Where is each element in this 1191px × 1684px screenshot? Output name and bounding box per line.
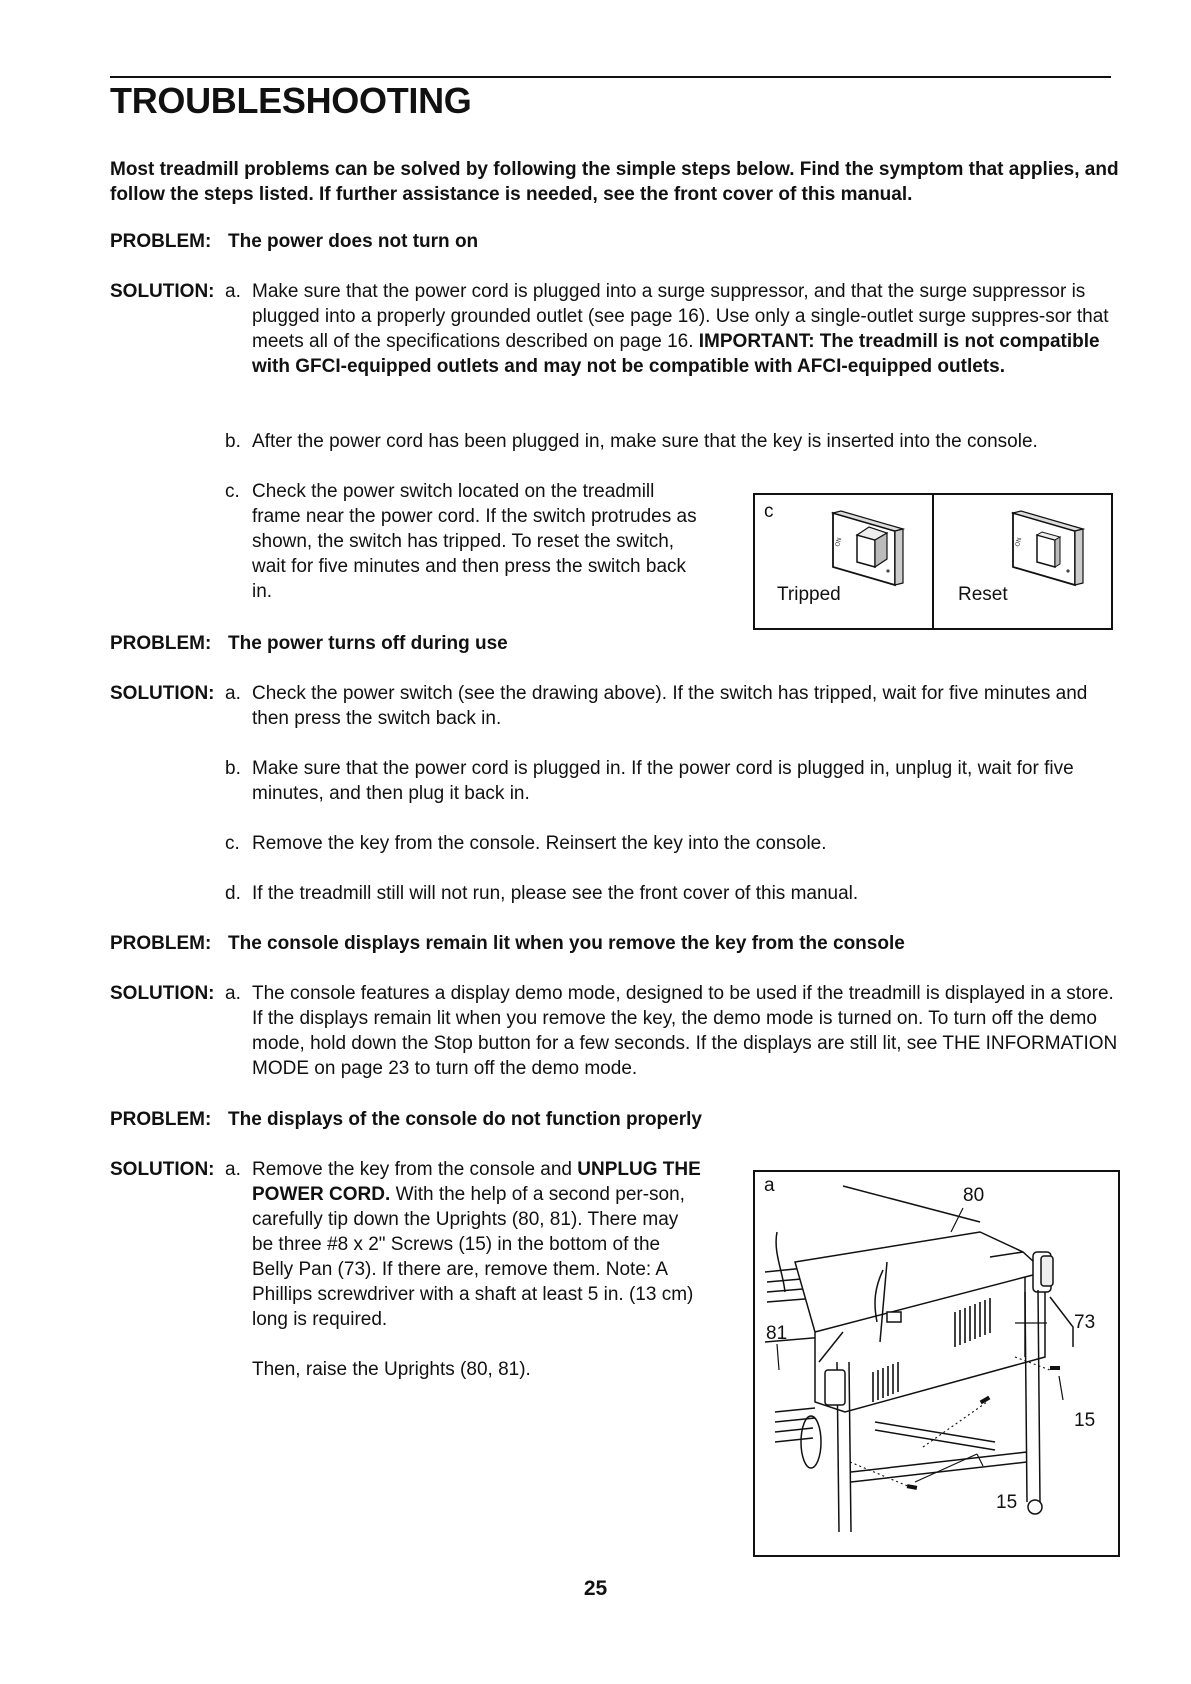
treadmill-drawing bbox=[755, 1172, 1118, 1555]
step-important-text: IMPORTANT: The treadmill is not compatible with GFCI-equipped outlets and may not be compatible with AFCI-equipped outlets. bbox=[252, 331, 1100, 377]
step-letter: a. bbox=[225, 281, 241, 302]
callout-belly-pan-73: 73 bbox=[1074, 1312, 1096, 1333]
solution-label: SOLUTION: bbox=[110, 1159, 215, 1180]
step-text: If the treadmill still will not run, please see the front cover of this manual. bbox=[252, 883, 859, 904]
step-letter: c. bbox=[225, 481, 240, 502]
problem-title: The displays of the console do not function properly bbox=[228, 1109, 702, 1130]
solution-step bbox=[225, 279, 1118, 379]
problem-title: The power does not turn on bbox=[228, 231, 479, 252]
solution-step bbox=[225, 681, 1118, 731]
problem-label: PROBLEM: bbox=[110, 1109, 212, 1130]
solution-step bbox=[225, 1157, 703, 1382]
svg-text:ON: ON bbox=[834, 536, 844, 548]
figure-divider bbox=[932, 495, 934, 628]
step-text: Make sure that the power cord is plugged into a surge suppressor, and that the surge suppressor is plugged into a properly grounded outlet (see page 16). Use only a single-outlet surge suppres-sor that meets all of the specifications described on page 16. bbox=[252, 281, 1109, 352]
figure-letter: c bbox=[764, 501, 774, 522]
callout-screw-15: 15 bbox=[996, 1492, 1018, 1513]
step-followup-text: Then, raise the Uprights (80, 81). bbox=[252, 1359, 531, 1380]
solution-label: SOLUTION: bbox=[110, 281, 215, 302]
solution-label: SOLUTION: bbox=[110, 983, 215, 1004]
solution-step bbox=[225, 981, 1118, 1081]
figure-letter: a bbox=[764, 1175, 775, 1196]
problem-heading bbox=[110, 1107, 702, 1132]
tripped-switch-drawing bbox=[825, 509, 915, 589]
problem-heading bbox=[110, 931, 905, 956]
solution-step bbox=[225, 881, 1118, 906]
page-title: TROUBLESHOOTING bbox=[110, 80, 472, 121]
step-text: The console features a display demo mode, designed to be used if the treadmill is displayed in a store. If the displays remain lit when you remove the key, the demo mode is turned on. To turn off the demo mode, hold down the Stop button for a few seconds. If the displays are still lit, see THE INFORMATION MODE on page 23 to turn off the demo mode. bbox=[252, 983, 1118, 1079]
problem-heading bbox=[110, 229, 478, 254]
problem-label: PROBLEM: bbox=[110, 231, 212, 252]
power-switch-figure bbox=[753, 493, 1113, 630]
step-text: Remove the key from the console. Reinsert the key into the console. bbox=[252, 833, 827, 854]
solution-step bbox=[225, 429, 1118, 454]
step-letter: b. bbox=[225, 758, 241, 779]
step-letter: a. bbox=[225, 1159, 241, 1180]
svg-text:ON: ON bbox=[1014, 536, 1024, 548]
problem-heading bbox=[110, 631, 508, 656]
callout-screw-15: 15 bbox=[1074, 1410, 1096, 1431]
problem-label: PROBLEM: bbox=[110, 633, 212, 654]
step-letter: c. bbox=[225, 833, 240, 854]
intro-paragraph: Most treadmill problems can be solved by following the simple steps below. Find the symptom that applies, and follow the steps listed. If further assistance is needed, see the front cover of this manual. bbox=[110, 159, 1119, 205]
solution-step bbox=[225, 831, 1118, 856]
solution-label: SOLUTION: bbox=[110, 683, 215, 704]
step-text: Check the power switch (see the drawing above). If the switch has tripped, wait for five minutes and then press the switch back in. bbox=[252, 683, 1088, 729]
step-text: After the power cord has been plugged in, make sure that the key is inserted into the console. bbox=[252, 431, 1038, 452]
step-text: Check the power switch located on the treadmill frame near the power cord. If the switch protrudes as shown, the switch has tripped. To reset the switch, wait for five minutes and then press the switch back in. bbox=[252, 481, 697, 602]
step-text-lead: Remove the key from the console and bbox=[252, 1159, 573, 1180]
callout-upright-80: 80 bbox=[963, 1185, 985, 1206]
problem-title: The console displays remain lit when you remove the key from the console bbox=[228, 933, 905, 954]
top-rule bbox=[110, 76, 1111, 78]
step-letter: a. bbox=[225, 683, 241, 704]
treadmill-figure bbox=[753, 1170, 1120, 1557]
reset-label: Reset bbox=[958, 584, 1008, 605]
problem-title: The power turns off during use bbox=[228, 633, 508, 654]
page-number: 25 bbox=[583, 1577, 608, 1600]
callout-upright-81: 81 bbox=[766, 1323, 788, 1344]
step-letter: b. bbox=[225, 431, 241, 452]
problem-label: PROBLEM: bbox=[110, 933, 212, 954]
step-important-text: UNPLUG THE POWER CORD. bbox=[252, 1159, 701, 1205]
step-letter: a. bbox=[225, 983, 241, 1004]
step-text: With the help of a second per-son, carefully tip down the Uprights (80, 81). There may be three #8 x 2" Screws (15) in the bottom of the Belly Pan (73). If there are, remove them. Note: A Phillips screwdriver with a shaft at least 5 in. (13 cm) long is required. bbox=[252, 1184, 694, 1330]
reset-switch-drawing bbox=[1005, 509, 1095, 589]
solution-step bbox=[225, 756, 1118, 806]
step-letter: d. bbox=[225, 883, 241, 904]
step-text: Make sure that the power cord is plugged in. If the power cord is plugged in, unplug it, wait for five minutes, and then plug it back in. bbox=[252, 758, 1074, 804]
solution-step bbox=[225, 479, 700, 604]
tripped-label: Tripped bbox=[777, 584, 841, 605]
